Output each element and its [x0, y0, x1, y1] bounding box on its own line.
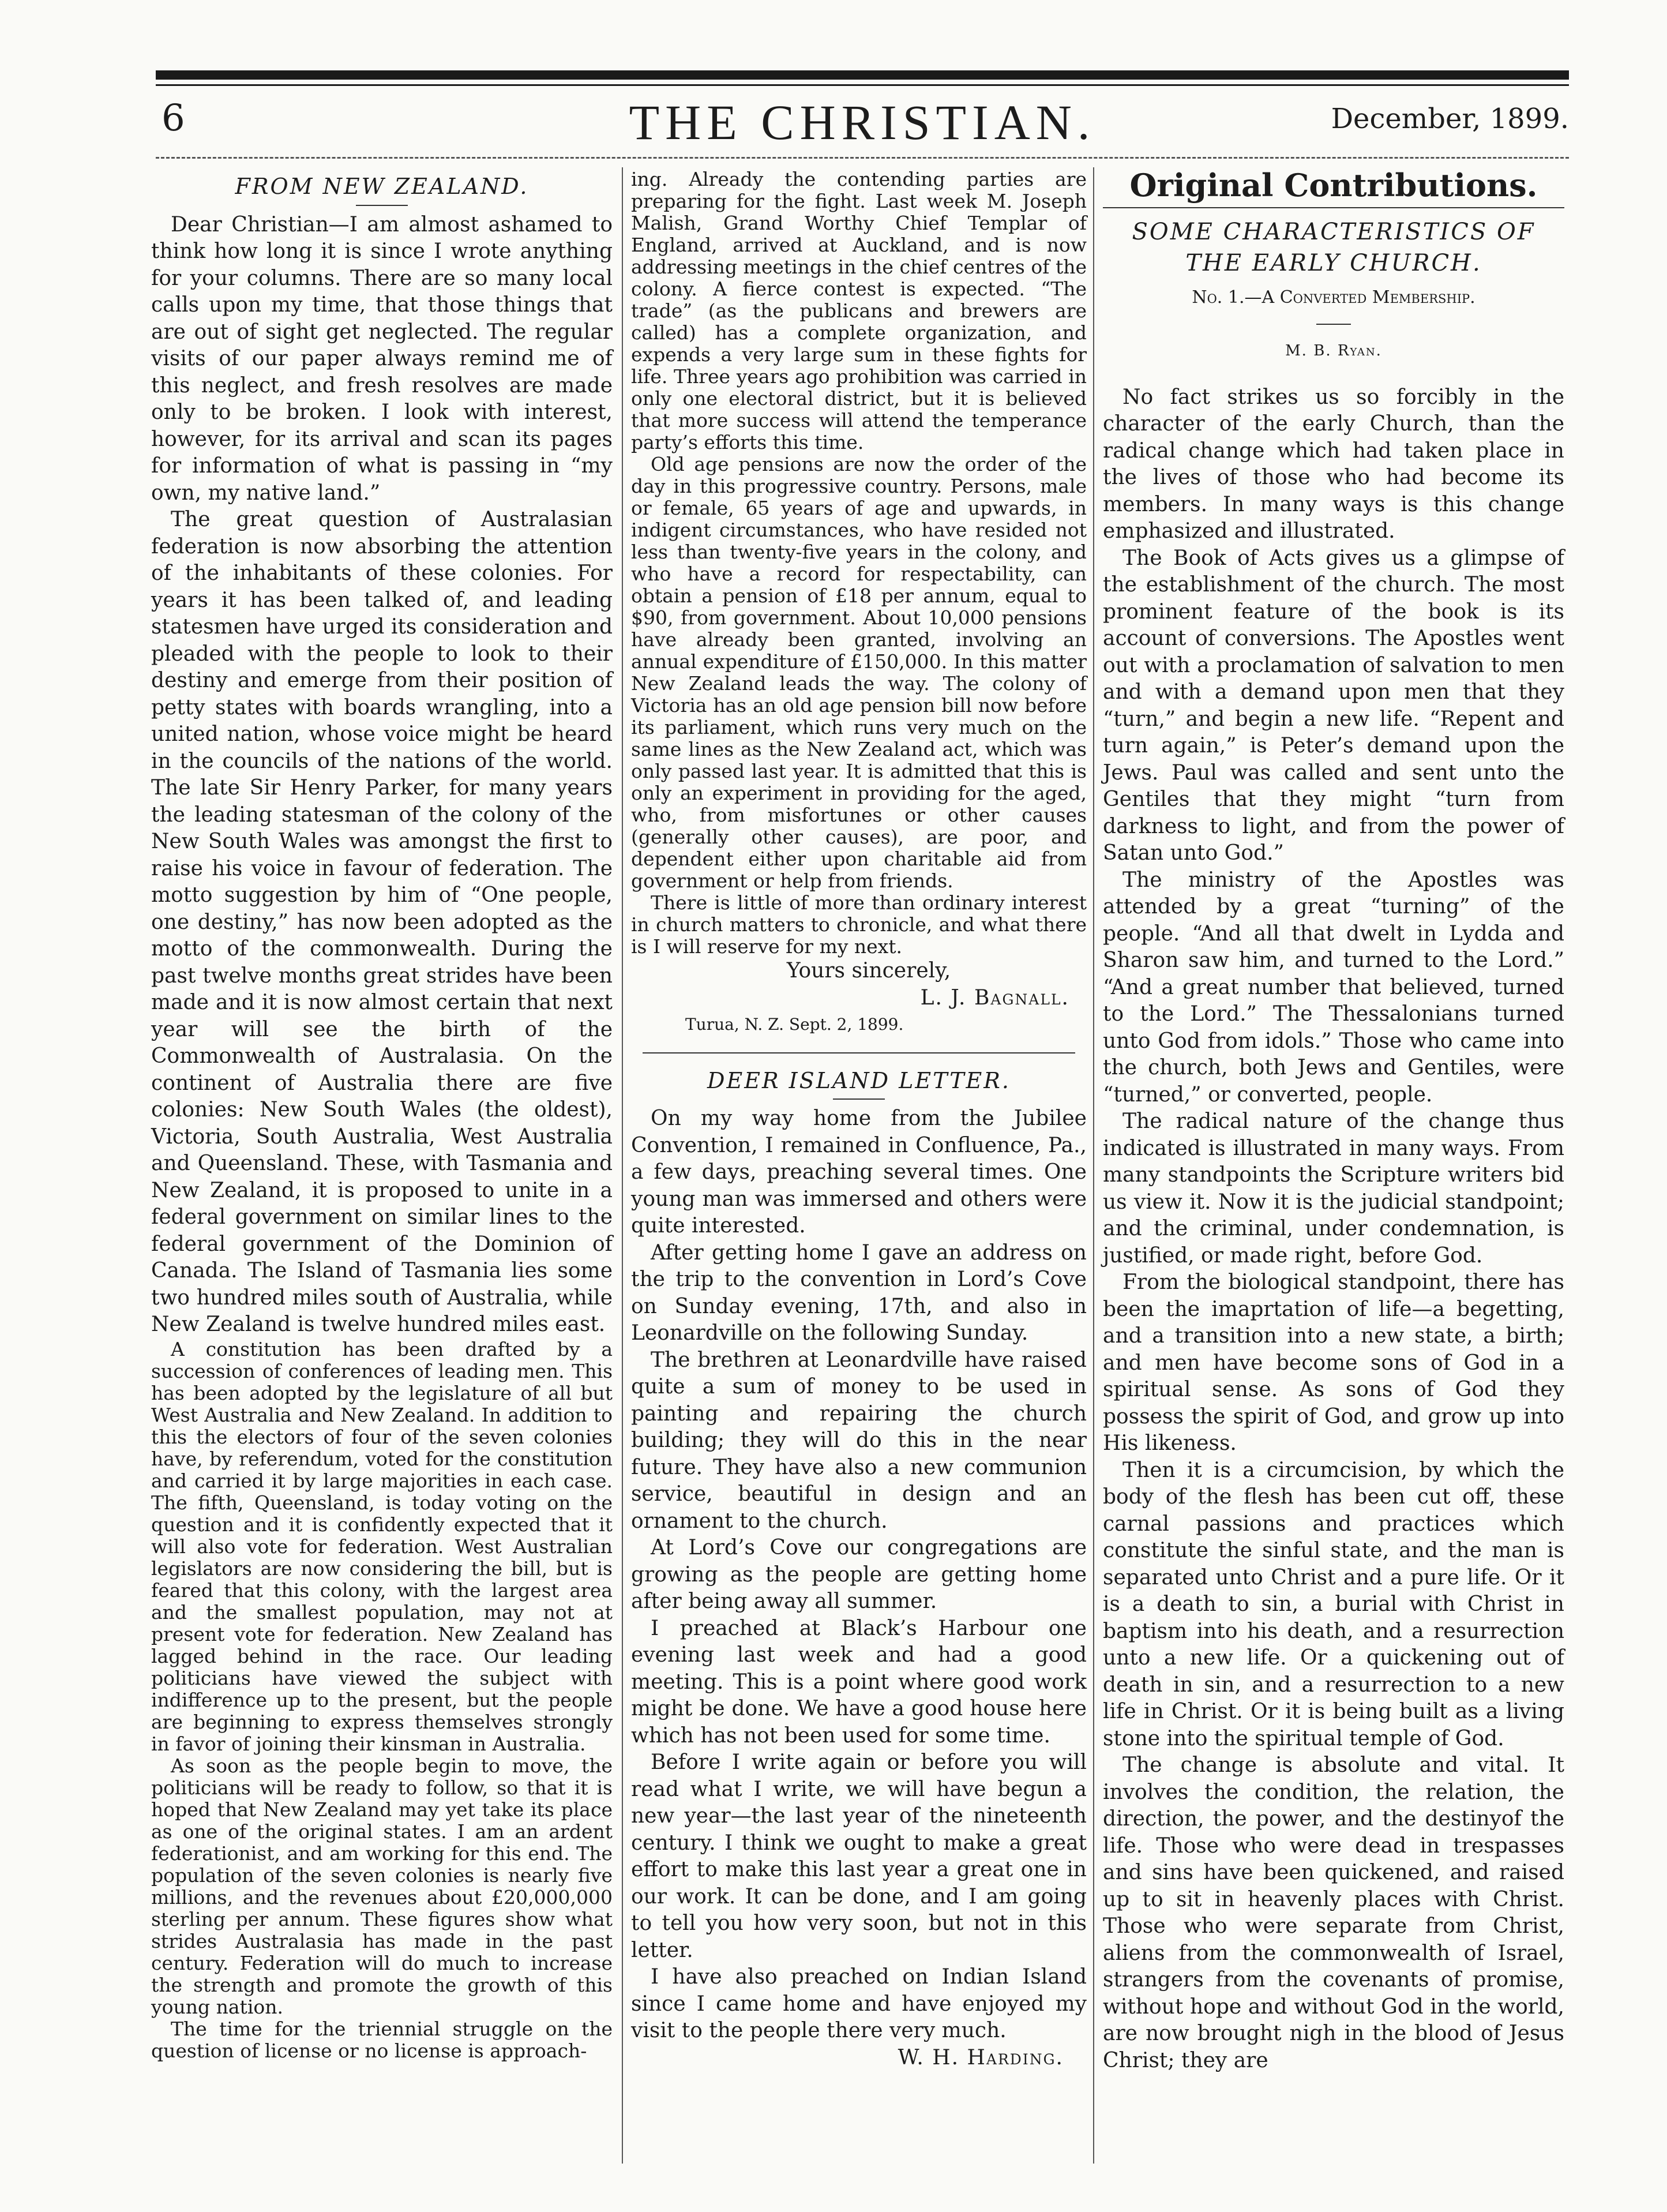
article-paragraph: Before I write again or before you will read what I write, we will have begun a new year—the last year of the nineteenth century. I think we ought to make a great effort to make this last year a great one in our work. It can be done, and I am going to tell you how very soon, but not in this letter. [631, 1750, 1087, 1962]
article-title-new-zealand: FROM NEW ZEALAND. [235, 174, 529, 199]
article-paragraph: As soon as the people begin to move, the politicians will be ready to follow, so that it is hoped that New Zealand may yet take its place as one of the original states. I am an ardent federationist, and am working for this end. The population of the seven colonies is nearly five millions, and the revenues about £20,000,000 sterling per annum. These figures show what strides Australasia has made in the past century. Federation will do much to increase the strength and promote the growth of this young nation. [151, 1754, 613, 2018]
article-paragraph: There is little of more than ordinary interest in church matters to chronicle, and what there is I will reserve for my next. [631, 891, 1087, 958]
masthead [156, 93, 1569, 151]
top-thick-rule [156, 70, 1569, 80]
article-author: M. B. Ryan. [1285, 342, 1382, 359]
article-paragraph: Old age pensions are now the order of the day in this progressive country. Persons, male or female, 65 years of age and upwards, in indigent circumstances, who have resided not less than twenty-five years in the colony, and who have a record for respectability, can obtain a pension of £18 per annum, equal to $90, from government. About 10,000 pensions have already been granted, involving an annual expenditure of £150,000. In this matter New Zealand leads the way. The colony of Victoria has an old age pension bill now before its parliament, which runs very much on the same lines as the New Zealand act, which was only passed last year. It is admitted that this is only an experiment in providing for the aged, who, from misfortunes or other causes (generally other causes), are poor, and dependent either upon charitable aid from government or help from friends. [631, 453, 1087, 892]
section-heading: Original Contributions. [1129, 167, 1538, 204]
signature: W. H. Harding. [898, 2045, 1064, 2069]
article-paragraph: The ministry of the Apostles was attended by a great “turning” of the people. “And all that dwelt in Lydda and Sharon saw him, and turned to the Lord.” “And a great number that believed, turned to the Lord.” The Thessalonians turned unto God from idols.” Those who came into the church, both Jews and Gentiles, were “turned,” or converted, people. [1103, 868, 1564, 1107]
article-paragraph: No fact strikes us so forcibly in the character of the early Church, than the radical change which had taken place in the lives of those who had become its members. In many ways is this change emphasized and illustrated. [1103, 385, 1564, 543]
article-title-early-church: SOME CHARACTERISTICS OF THE EARLY CHURCH. [1132, 218, 1535, 276]
subtitle-rule [1316, 324, 1351, 325]
closing: Yours sincerely, [786, 959, 951, 983]
article-paragraph: From the biological standpoint, there has been the imaprtation of life—a begetting, and a transition into a new state, a birth; and men have become sons of God in a spiritual sense. As sons of God they possess the spirit of God, and grow up into His likeness. [1103, 1270, 1564, 1455]
article-paragraph: A constitution has been drafted by a succession of conferences of leading men. This has been adopted by the legislature of all but West Australia and New Zealand. In addition to this the electors of four of the seven colonies have, by referendum, voted for the constitution and carried it by large majorities in each case. The fifth, Queensland, is today voting on the question and it is confidently expected that it will also vote for federation. West Australian legislators are now considering the bill, but is feared that this colony, with the largest area and the smallest population, may not at present vote for federation. New Zealand has lagged behind in the race. Our leading politicians have viewed the subject with indifference up to the present, but the people are beginning to express themselves strongly in favor of joining their kinsman in Australia. [151, 1337, 613, 1755]
column-rule-2 [1093, 167, 1094, 2164]
header-rule [156, 157, 1569, 159]
column-rule-1 [622, 167, 623, 2164]
article-separator [643, 1052, 1075, 1053]
section-rule [1103, 207, 1564, 208]
article-paragraph: Dear Christian—I am almost ashamed to think how long it is since I wrote anything for your columns. There are so many local calls upon my time, that those things that are out of sight get neglected. The regular visits of our paper always remind me of this neglect, and fresh resolves are made only to be broken. I look with interest, however, for its arrival and scan its pages for information of what is passing in “my own, my native land.” [151, 212, 613, 505]
article-paragraph: The time for the triennial struggle on the question of license or no license is approach- [151, 2017, 613, 2062]
article-paragraph: The great question of Australasian federation is now absorbing the attention of the inhabitants of these colonies. For years it has been talked of, and leading statesmen have urged its consideration and pleaded with the people to look to their destiny and emerge from their position of petty states with boards wrangling, into a united nation, whose voice might be heard in the councils of the nations of the world. The late Sir Henry Parker, for many years the leading statesman of the colony of the New South Wales was amongst the first to raise his voice in favour of federation. The motto suggestion by him of “One people, one destiny,” has now been adopted as the motto of the commonwealth. During the past twelve months great strides have been made and it is now almost certain that next year will see the birth of the Commonwealth of Australasia. On the continent of Australia there are five colonies: New South Wales (the oldest), Victoria, South Australia, West Australia and Queensland. These, with Tasmania and New Zealand, it is proposed to unite in a federal government on similar lines to the federal government of the Dominion of Canada. The Island of Tasmania lies some two hundred miles south of Australia, while New Zealand is twelve hundred miles east. [151, 508, 613, 1336]
article-paragraph: The radical nature of the change thus indicated is illustrated in many ways. From many standpoints the Scripture writers bid us view it. Now it is the judicial standpoint; and the criminal, under condemnation, is justified, or made right, before God. [1103, 1109, 1564, 1268]
signature: L. J. Bagnall. [920, 985, 1069, 1010]
article-paragraph: On my way home from the Jubilee Convention, I remained in Confluence, Pa., a few days, preaching several times. One young man was immersed and others were quite interested. [631, 1107, 1087, 1238]
article-paragraph: The brethren at Leonardville have raised quite a sum of money to be used in painting and repairing the church building; they will do this in the near future. They have also a new communion service, beautiful in design and an ornament to the church. [631, 1348, 1087, 1533]
article-paragraph: ing. Already the contending parties are preparing for the fight. Last week M. Joseph Malish, Grand Worthy Chief Templar of England, arrived at Auckland, and is now addressing meetings in the chief centres of the colony. A fierce contest is expected. “The trade” (as the publicans and brewers are called) has a complete organization, and expends a very large sum in these fights for life. Three years ago prohibition was carried in only one electoral district, but it is believed that more success will attend the temperance party’s efforts this time. [631, 168, 1087, 453]
title-dash [356, 205, 408, 206]
article-paragraph: At Lord’s Cove our congregations are growing as the people are getting home after being away all summer. [631, 1536, 1087, 1613]
top-thin-rule [156, 84, 1569, 86]
article-paragraph: Then it is a circumcision, by which the body of the flesh has been cut off, these carnal passions and practices which constitute the sinful state, and the man is separated unto Christ and a pure life. Or it is a death to sin, a burial with Christ in baptism into his death, and a resurrection unto a new life. Or a quickening out of death in sin, and a resurrection to a new life in Christ. Or it is being built as a living stone into the spiritual temple of God. [1103, 1458, 1564, 1750]
article-paragraph: The Book of Acts gives us a glimpse of the establishment of the church. The most prominent feature of the book is its account of conversions. The Apostles went out with a proclamation of salvation to men and with a demand upon men that they “turn,” and begin a new life. “Repent and turn again,” is Peter’s demand upon the Jews. Paul was called and sent unto the Gentiles that they might “turn from darkness to light, and from the power of Satan unto God.” [1103, 546, 1564, 865]
article-paragraph: I have also preached on Indian Island since I came home and have enjoyed my visit to the people there very much. [631, 1965, 1087, 2042]
newspaper-title: THE CHRISTIAN. [629, 95, 1096, 150]
issue-date: December, 1899. [1331, 103, 1569, 135]
page-number: 6 [162, 97, 185, 140]
column-1 [151, 168, 613, 2062]
dateline: Turua, N. Z. Sept. 2, 1899. [685, 1015, 904, 1034]
article-paragraph: After getting home I gave an address on the trip to the convention in Lord’s Cove on Sunday evening, 17th, and also in Leonardville on the following Sunday. [631, 1240, 1087, 1345]
article-paragraph: I preached at Black’s Harbour one evening last week and had a good meeting. This is a point where good work might be done. We have a good house here which has not been used for some time. [631, 1616, 1087, 1748]
column-2 [631, 168, 1087, 2071]
column-3 [1103, 168, 1564, 2074]
letter-signoff [631, 958, 1087, 1011]
article-title-deer-island: DEER ISLAND LETTER. [707, 1067, 1011, 1093]
title-dash [833, 1098, 885, 1100]
article-paragraph: The change is absolute and vital. It involves the condition, the relation, the direction, the power, and the destinyof the life. Those who were dead in trespasses and sins have been quickened, and raised up to sit in heavenly places with Christ. Those who were separate from Christ, aliens from the commonwealth of Israel, strangers from the covenants of promise, without hope and without God in the world, are now brought nigh in the blood of Jesus Christ; they are [1103, 1753, 1564, 2072]
article-subtitle: No. 1.—A Converted Membership. [1192, 287, 1475, 308]
